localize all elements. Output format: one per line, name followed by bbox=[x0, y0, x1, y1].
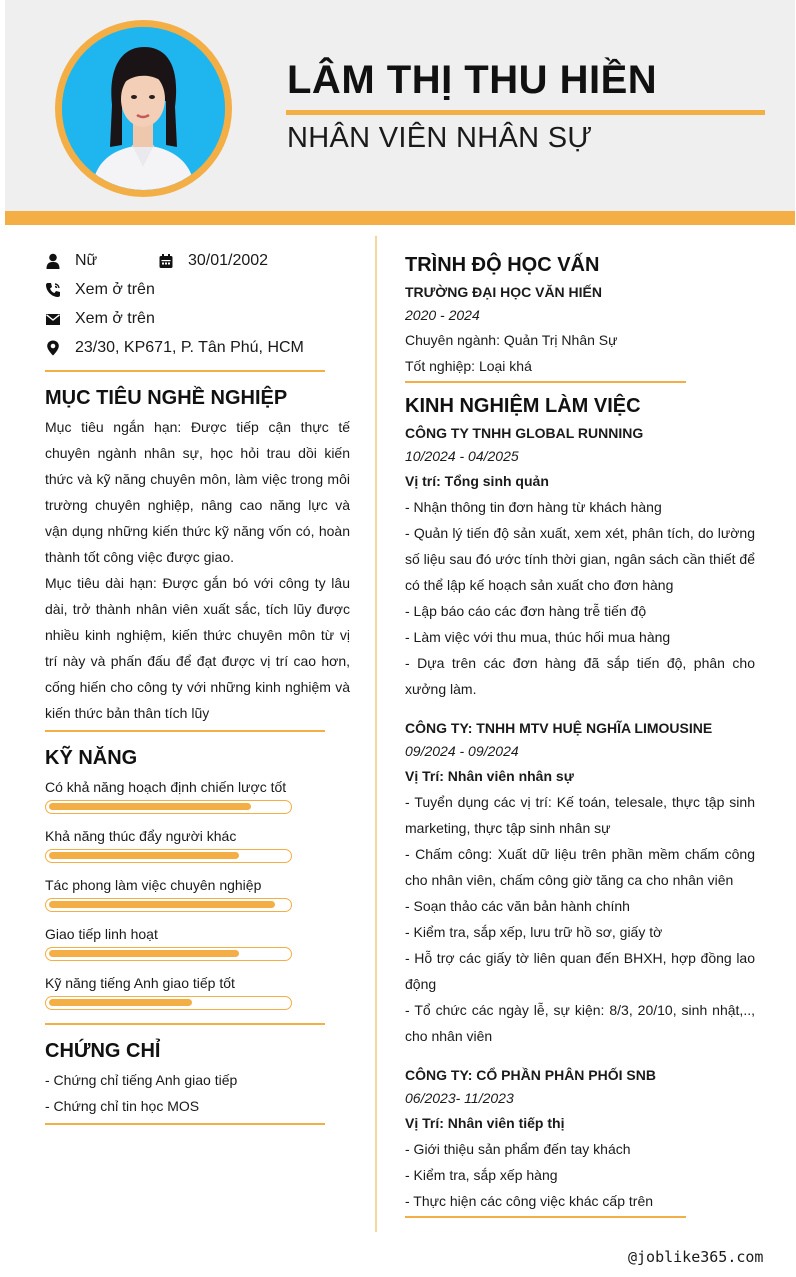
header-accent-bar bbox=[5, 211, 795, 225]
contact-phone bbox=[45, 279, 155, 301]
divider-experience bbox=[405, 1216, 686, 1218]
job-duty: - Nhận thông tin đơn hàng từ khách hàng bbox=[405, 499, 662, 515]
envelope-icon bbox=[45, 311, 61, 327]
candidate-name: LÂM THỊ THU HIỀN bbox=[287, 58, 658, 102]
job-duty: - Dựa trên các đơn hàng đã sắp tiến độ, phân cho xưởng làm. bbox=[405, 655, 755, 697]
education-school: TRƯỜNG ĐẠI HỌC VĂN HIẾN bbox=[405, 284, 603, 300]
job-duty: - Kiểm tra, sắp xếp, lưu trữ hồ sơ, giấy tờ bbox=[405, 924, 663, 940]
skill-label: Tác phong làm việc chuyên nghiệp bbox=[45, 877, 262, 893]
footer-watermark: @joblike365.com bbox=[628, 1248, 764, 1266]
job-position: Vị Trí: Nhân viên nhân sự bbox=[405, 768, 574, 784]
job-duty: - Lập báo cáo các đơn hàng trễ tiến độ bbox=[405, 603, 647, 619]
gender-value: Nữ bbox=[75, 252, 98, 269]
phone-value: Xem ở trên bbox=[75, 281, 155, 298]
job-duty: - Làm việc với thu mua, thúc hối mua hàng bbox=[405, 629, 671, 645]
skill-fill bbox=[49, 950, 239, 957]
skill-label: Kỹ năng tiếng Anh giao tiếp tốt bbox=[45, 975, 235, 991]
job-duty: - Kiểm tra, sắp xếp hàng bbox=[405, 1167, 558, 1183]
skill-label: Khả năng thúc đẩy người khác bbox=[45, 828, 237, 844]
education-heading: TRÌNH ĐỘ HỌC VẤN bbox=[405, 254, 600, 276]
job-period: 06/2023- 11/2023 bbox=[405, 1090, 514, 1106]
job-duty: - Tuyển dụng các vị trí: Kế toán, telesale, thực tập sinh marketing, thực tập sinh nhân sự bbox=[405, 794, 755, 836]
contact-address bbox=[45, 337, 304, 359]
objective-short-term: Mục tiêu ngắn hạn: Được tiếp cận thực tế chuyên ngành nhân sự, học hỏi trau dồi kiến thức và kỹ năng chuyên môn, làm việc trong môi trường chuyên nghiệp, nâng cao năng lực và vận dụng những kiến thức kỹ năng vốn có, hoàn thành tốt công việc được giao. bbox=[45, 419, 350, 565]
divider-education bbox=[405, 381, 686, 383]
portrait-illustration bbox=[62, 27, 225, 190]
certificate-item: - Chứng chỉ tin học MOS bbox=[45, 1098, 200, 1114]
birthday-value: 30/01/2002 bbox=[188, 252, 269, 269]
name-underline bbox=[286, 110, 765, 115]
skill-label: Giao tiếp linh hoạt bbox=[45, 926, 158, 942]
address-value: 23/30, KP671, P. Tân Phú, HCM bbox=[75, 339, 304, 356]
job-duty: - Quản lý tiến độ sản xuất, xem xét, phân tích, do lường số liệu sau đó ước tính thời gian, ngân sách cần thiết để có thể lập kế hoạch sản xuất cho đơn hàng bbox=[405, 525, 755, 593]
contact-email bbox=[45, 308, 155, 330]
job-duty: - Hỗ trợ các giấy tờ liên quan đến BHXH, hợp đồng lao động bbox=[405, 950, 755, 992]
candidate-job-title: NHÂN VIÊN NHÂN SỰ bbox=[287, 122, 593, 154]
profile-photo-frame bbox=[55, 20, 232, 197]
experience-heading: KINH NGHIỆM LÀM VIỆC bbox=[405, 395, 641, 417]
calendar-icon bbox=[158, 253, 174, 269]
skill-bar bbox=[45, 996, 292, 1010]
skill-fill bbox=[49, 999, 192, 1006]
job-position: Vị Trí: Nhân viên tiếp thị bbox=[405, 1115, 565, 1131]
job-period: 09/2024 - 09/2024 bbox=[405, 743, 519, 759]
job-company: CÔNG TY: CỔ PHẦN PHÂN PHỐI SNB bbox=[405, 1067, 656, 1083]
skill-bar bbox=[45, 947, 292, 961]
contact-birthday bbox=[158, 250, 268, 272]
divider-objective bbox=[45, 730, 325, 732]
job-company: CÔNG TY: TNHH MTV HUỆ NGHĨA LIMOUSINE bbox=[405, 720, 713, 736]
objective-heading: MỤC TIÊU NGHỀ NGHIỆP bbox=[45, 387, 288, 409]
divider-skills bbox=[45, 1023, 325, 1025]
divider-contact bbox=[45, 370, 325, 372]
skill-fill bbox=[49, 803, 251, 810]
profile-photo bbox=[62, 27, 225, 190]
job-duty: - Giới thiệu sản phẩm đến tay khách bbox=[405, 1141, 631, 1157]
objective-long-term: Mục tiêu dài hạn: Được gắn bó với công ty lâu dài, trở thành nhân viên xuất sắc, tích lũy được nhiều kinh nghiệm, kiến thức chuyên môn từ vị trí này và phấn đấu để đạt được vị trí cao hơn, cống hiến cho công ty với những kinh nghiệm và kiến thức bản thân tích lũy bbox=[45, 575, 350, 721]
skill-fill bbox=[49, 901, 275, 908]
job-duty: - Thực hiện các công việc khác cấp trên bbox=[405, 1193, 654, 1209]
education-grade: Tốt nghiệp: Loại khá bbox=[405, 358, 532, 374]
job-position: Vị trí: Tổng sinh quản bbox=[405, 473, 549, 489]
skills-heading: KỸ NĂNG bbox=[45, 747, 138, 769]
skill-label: Có khả năng hoạch định chiến lược tốt bbox=[45, 779, 287, 795]
skill-bar bbox=[45, 898, 292, 912]
contact-gender bbox=[45, 250, 97, 272]
phone-icon bbox=[45, 282, 61, 298]
skill-bar bbox=[45, 849, 292, 863]
divider-certificates bbox=[45, 1123, 325, 1125]
column-divider bbox=[375, 236, 377, 1232]
skill-fill bbox=[49, 852, 239, 859]
person-icon bbox=[45, 253, 61, 269]
location-pin-icon bbox=[45, 340, 61, 356]
skill-bar bbox=[45, 800, 292, 814]
job-period: 10/2024 - 04/2025 bbox=[405, 448, 519, 464]
education-major: Chuyên ngành: Quản Trị Nhân Sự bbox=[405, 332, 618, 348]
education-period: 2020 - 2024 bbox=[405, 307, 480, 323]
certificates-heading: CHỨNG CHỈ bbox=[45, 1040, 161, 1062]
job-duty: - Tổ chức các ngày lễ, sự kiện: 8/3, 20/10, sinh nhật,.., cho nhân viên bbox=[405, 1002, 755, 1044]
email-value: Xem ở trên bbox=[75, 310, 155, 327]
job-company: CÔNG TY TNHH GLOBAL RUNNING bbox=[405, 425, 644, 441]
certificate-item: - Chứng chỉ tiếng Anh giao tiếp bbox=[45, 1072, 238, 1088]
job-duty: - Soạn thảo các văn bản hành chính bbox=[405, 898, 630, 914]
job-duty: - Chấm công: Xuất dữ liệu trên phần mềm chấm công cho nhân viên, chấm công giờ tăng ca cho nhân viên bbox=[405, 846, 755, 888]
